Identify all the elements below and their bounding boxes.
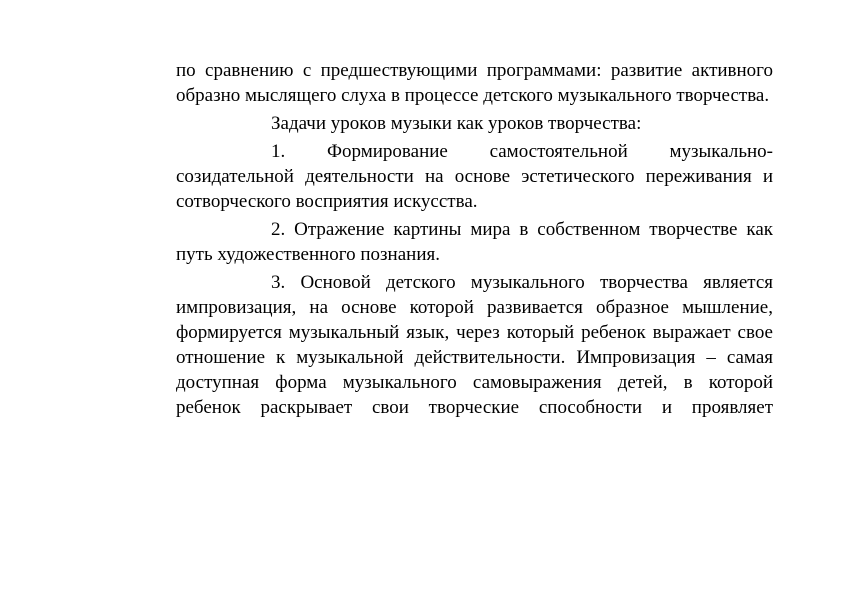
paragraph-tasks-heading: Задачи уроков музыки как уроков творчества: bbox=[271, 113, 642, 134]
document-body bbox=[176, 58, 773, 423]
paragraph-task-2: 2. Отражение картины мира в собственном творчестве как путь художественного познания. bbox=[176, 219, 773, 265]
paragraph-task-3: 3. Основой детского музыкального творчества является импровизация, на основе которой развивается образное мышление, формируется музыкальный язык, через который ребенок выражает свое отношение к музыкальной действительности. Импровизация – самая доступная форма музыкального самовыражения детей, в которой ребенок раскрывает свои творческие способности и проявляет bbox=[176, 272, 773, 418]
paragraph-task-1: 1. Формирование самостоятельной музыкально-созидательной деятельности на основе эстетического переживания и сотворческого восприятия искусства. bbox=[176, 141, 773, 212]
paragraph-intro-continuation: по сравнению с предшествующими программами: развитие активного образно мыслящего слуха в процессе детского музыкального творчества. bbox=[176, 60, 773, 106]
